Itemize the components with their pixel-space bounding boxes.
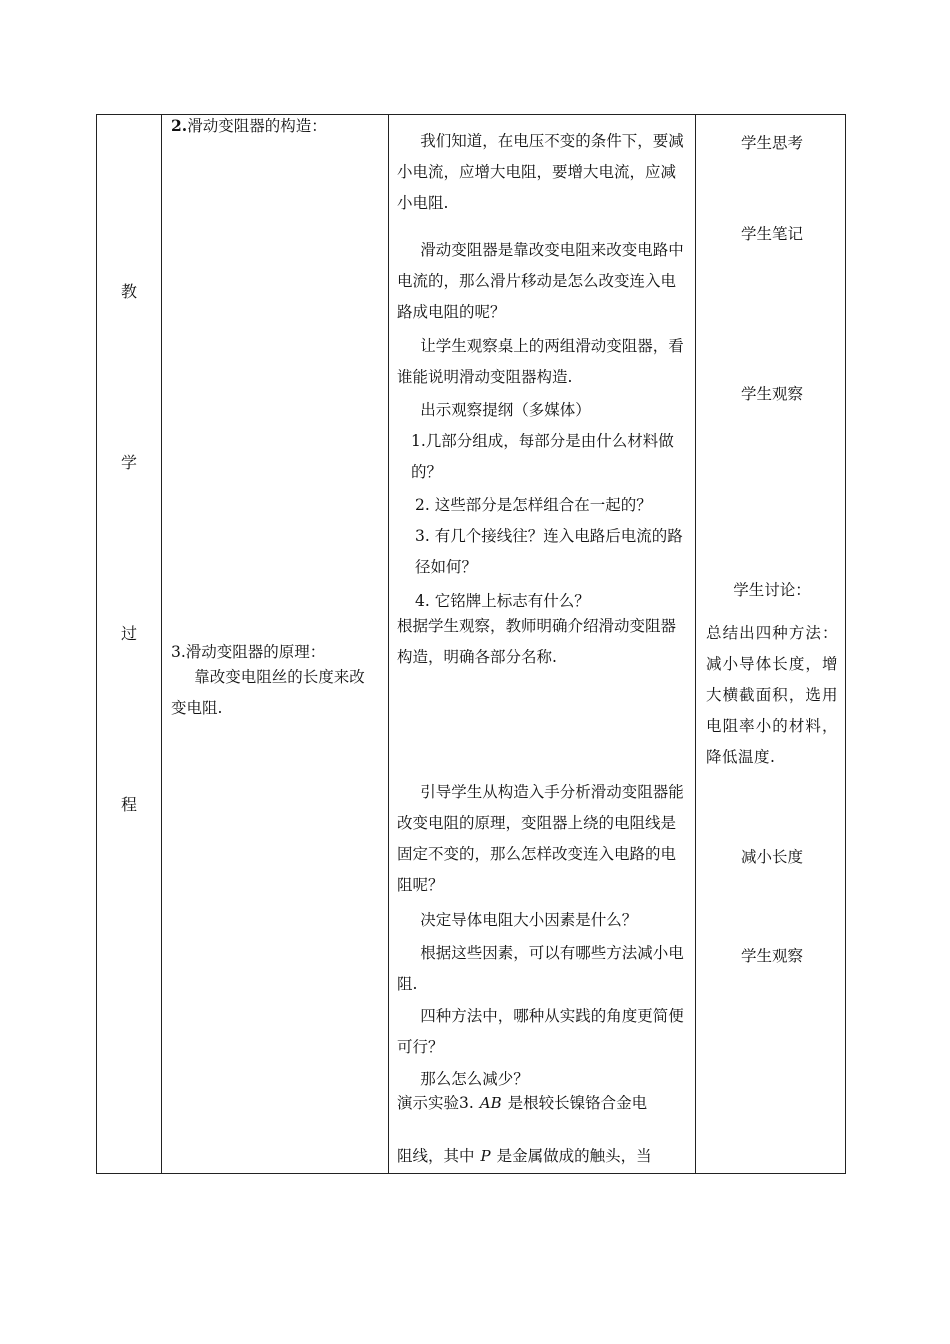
student-activity: 学生观察 bbox=[740, 385, 803, 403]
teacher-paragraph: 根据学生观察，教师明确介绍滑动变阻器构造，明确各部分名称. bbox=[397, 617, 677, 666]
teacher-paragraph: 出示观察提纲（多媒体） bbox=[420, 401, 591, 419]
teacher-paragraph: 滑动变阻器是靠改变电阻来改变电路中电流的，那么滑片移动是怎么改变连入电路成电阻的呢？ bbox=[397, 241, 684, 321]
student-column bbox=[696, 115, 846, 1173]
outline-question: 2. 这些部分是怎样组合在一起的？ bbox=[415, 496, 652, 514]
student-summary: 总结出四种方法：减小导体长度，增大横截面积，选用电阻率小的材料，降低温度. bbox=[706, 624, 838, 766]
stage-char: 教 bbox=[120, 282, 137, 301]
demo-text: 是根较长镍铬合金电 bbox=[507, 1094, 648, 1112]
section-2-title: 滑动变阻器的构造： bbox=[187, 117, 327, 135]
teacher-paragraph: 那么怎么减少？ bbox=[420, 1070, 529, 1088]
section-3-body: 靠改变电阻丝的长度来改变电阻. bbox=[171, 668, 365, 717]
outline-question: 4. 它铭牌上标志有什么？ bbox=[415, 592, 590, 610]
student-activity: 减小长度 bbox=[740, 848, 803, 866]
stage-column bbox=[97, 115, 161, 1173]
demo-text: 是金属做成的触头，当 bbox=[496, 1147, 652, 1165]
outline-question: 3. 有几个接线往？连入电路后电流的路径如何？ bbox=[415, 527, 683, 576]
symbol-ab: AB bbox=[479, 1094, 502, 1112]
demo-line bbox=[397, 1141, 689, 1172]
demo-text: 演示实验3. bbox=[397, 1094, 474, 1112]
teacher-paragraph: 决定导体电阻大小因素是什么？ bbox=[420, 911, 638, 929]
section-2-heading bbox=[171, 110, 380, 142]
student-activity: 学生思考 bbox=[740, 134, 803, 152]
stage-char: 学 bbox=[120, 453, 137, 472]
teacher-paragraph: 根据这些因素，可以有哪些方法减小电阻. bbox=[397, 944, 684, 993]
section-2-number: 2. bbox=[171, 116, 188, 135]
content-column bbox=[161, 115, 388, 1173]
student-activity: 学生笔记 bbox=[740, 225, 803, 243]
student-activity: 学生观察 bbox=[740, 947, 803, 965]
demo-text: 阻线，其中 bbox=[397, 1147, 475, 1165]
stage-char: 程 bbox=[120, 795, 137, 814]
demo-line bbox=[397, 1088, 689, 1119]
teacher-paragraph: 引导学生从构造入手分析滑动变阻器能改变电阻的原理，变阻器上绕的电阻线是固定不变的，那么怎样改变连入电路的电阻呢？ bbox=[397, 783, 684, 894]
teacher-paragraph: 让学生观察桌上的两组滑动变阻器，看谁能说明滑动变阻器构造. bbox=[397, 337, 684, 386]
section-3-heading: 3.滑动变阻器的原理： bbox=[171, 643, 326, 661]
teacher-paragraph: 我们知道，在电压不变的条件下，要减小电流，应增大电阻，要增大电流，应减小电阻. bbox=[397, 132, 684, 212]
teacher-paragraph: 四种方法中，哪种从实践的角度更简便可行？ bbox=[397, 1007, 684, 1056]
teacher-column bbox=[389, 115, 695, 1173]
outline-question: 1.几部分组成，每部分是由什么材料做的？ bbox=[411, 432, 674, 481]
stage-char: 过 bbox=[120, 624, 137, 643]
student-activity: 学生讨论： bbox=[733, 581, 811, 599]
lesson-table bbox=[96, 114, 846, 1174]
symbol-p: P bbox=[480, 1147, 491, 1165]
